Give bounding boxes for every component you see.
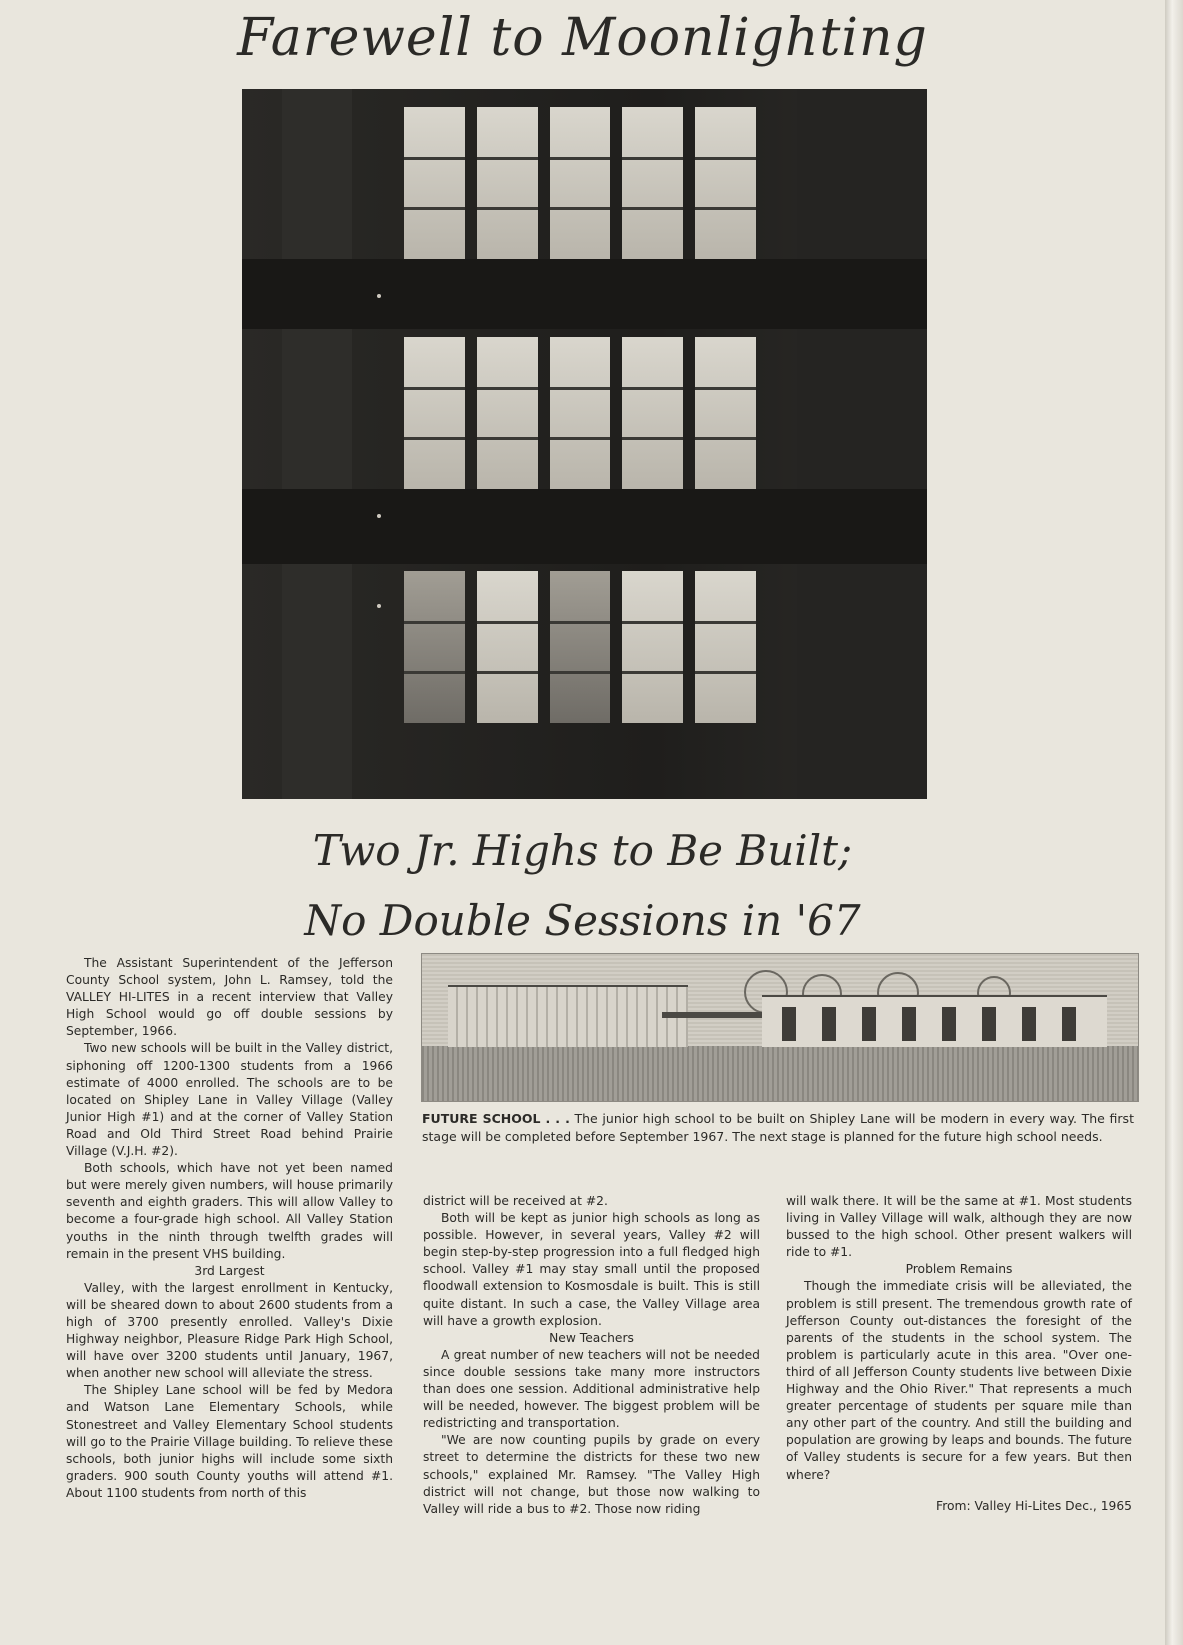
caption-lead: FUTURE SCHOOL . . . bbox=[422, 1111, 570, 1126]
photo-caption bbox=[422, 1110, 1134, 1146]
sketch-ground bbox=[422, 1046, 1138, 1101]
paragraph: will walk there. It will be the same at #1. Most students living in Valley Village will walk, although they are now bussed to the high school. Other present walkers will ride to #1. bbox=[786, 1194, 1132, 1260]
photo-window-row bbox=[404, 571, 756, 723]
paragraph: Both will be kept as junior high schools as long as possible. However, in several years, Valley #2 will begin step-by-step progression into a full fledged high school. Valley #1 may stay small until the proposed floodwall extension to Kosmosdale is built. This is still quite distant. In such a case, the Valley Village area will have a growth explosion. bbox=[423, 1211, 760, 1328]
article-column-2 bbox=[423, 1193, 760, 1518]
paragraph: Both schools, which have not yet been named but were merely given numbers, will house primarily seventh and eighth graders. This will allow Valley to become a four-grade high school. All Valley Station youths in the ninth through twelfth grades will remain in the present VHS building. bbox=[66, 1161, 393, 1261]
sketch-entrance-canopy bbox=[662, 1012, 762, 1018]
subheading: Problem Remains bbox=[905, 1262, 1013, 1277]
photo-window-row bbox=[404, 107, 756, 259]
paragraph: The Assistant Superintendent of the Jefferson County School system, John L. Ramsey, told the VALLEY HI-LITES in a recent interview that Valley High School would go off double sessions by September, 1966. bbox=[66, 956, 393, 1039]
sketch-building-right bbox=[762, 995, 1107, 1047]
caption-text: The junior high school to be built on Shipley Lane will be modern in every way. The first stage will be completed before September 1967. The next stage is planned for the future high school needs. bbox=[422, 1111, 1134, 1144]
photo-light-dot bbox=[377, 604, 381, 608]
photo-wall-left bbox=[282, 89, 352, 799]
paragraph: Valley, with the largest enrollment in Kentucky, will be sheared down to about 2600 students from a high of 3700 presently enrolled. Valley's Dixie Highway neighbor, Pleasure Ridge Park High School, will have over 3200 students until January, 1967, when another new school will alleviate the stress. bbox=[66, 1280, 393, 1381]
photo-wall-right bbox=[797, 89, 927, 799]
subhead-line-1: Two Jr. Highs to Be Built; bbox=[312, 826, 853, 875]
article-column-3 bbox=[786, 1193, 1132, 1515]
subheading: New Teachers bbox=[549, 1330, 634, 1345]
photo-floor-slab bbox=[242, 489, 927, 564]
school-building-night-photo bbox=[242, 89, 927, 799]
paragraph: The Shipley Lane school will be fed by Medora and Watson Lane Elementary Schools, while Stonestreet and Valley Elementary School students will go to the Prairie Village building. To relieve these schools, both junior highs will include some sixth graders. 900 south County youths will attend #1. About 1100 students from north of this bbox=[66, 1383, 393, 1500]
paragraph: "We are now counting pupils by grade on every street to determine the districts for these two new schools," explained Mr. Ramsey. "The Valley High district will not change, but those now walking to Valley will ride a bus to #2. Those now riding bbox=[423, 1433, 760, 1516]
source-credit: From: Valley Hi-Lites Dec., 1965 bbox=[936, 1498, 1132, 1513]
article-column-1 bbox=[66, 955, 393, 1502]
subhead-line-2: No Double Sessions in '67 bbox=[304, 896, 861, 945]
photo-light-dot bbox=[377, 294, 381, 298]
sketch-building-left bbox=[448, 985, 688, 1047]
paragraph: A great number of new teachers will not be needed since double sessions take many more instructors than does one session. Additional administrative help will be needed, however. The biggest problem will be redistricting and transportation. bbox=[423, 1347, 760, 1431]
photo-floor-slab bbox=[242, 259, 927, 329]
page-edge bbox=[1165, 0, 1183, 1645]
photo-light-dot bbox=[377, 514, 381, 518]
paragraph: district will be received at #2. bbox=[423, 1194, 608, 1208]
photo-window-row bbox=[404, 337, 756, 489]
subheading: 3rd Largest bbox=[194, 1263, 265, 1278]
paragraph: Two new schools will be built in the Valley district, siphoning off 1200-1300 students from a 1966 estimate of 4000 enrolled. The schools are to be located on Shipley Lane in Valley Village (Valley Junior High #1) and at the corner of Valley Station Road and Old Third Street Road behind Prairie Village (V.J.H. #2). bbox=[66, 1041, 393, 1159]
page-headline: Farewell to Moonlighting bbox=[237, 8, 928, 68]
paragraph: Though the immediate crisis will be alleviated, the problem is still present. The tremendous growth rate of Jefferson County out-distances the foresight of the parents of the students in the school system. The problem is particularly acute in this area. "Over one-third of all Jefferson County students live between Dixie Highway and the Ohio River." That represents a much greater percentage of students per square mile than any other part of the country. And still the building and population are growing by leaps and bounds. The future of Valley students is secure for a few years. But then where? bbox=[786, 1279, 1132, 1482]
future-school-sketch bbox=[421, 953, 1139, 1102]
